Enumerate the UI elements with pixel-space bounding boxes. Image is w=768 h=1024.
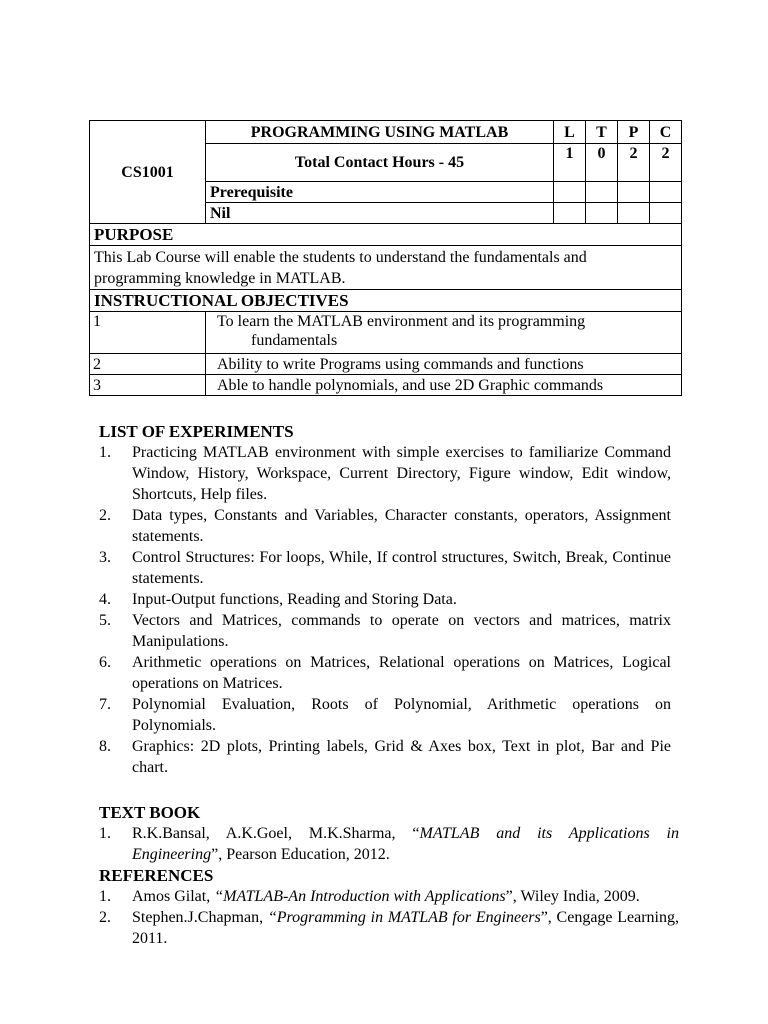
- list-item: [99, 505, 671, 547]
- experiments-section: [99, 421, 671, 778]
- item-number: 1.: [99, 444, 111, 461]
- contact-hours: Total Contact Hours - 45: [206, 144, 554, 182]
- item-number: 2.: [99, 507, 111, 524]
- course-code: CS1001: [90, 121, 206, 224]
- item-number: 3.: [99, 549, 111, 566]
- item-number: 1.: [99, 825, 111, 842]
- ltpc-header-p: P: [618, 121, 650, 144]
- citation-title: “Programming in MATLAB for Engineers: [267, 909, 541, 926]
- citation-title: MATLAB and its Applications in Engineering: [132, 825, 679, 863]
- references-heading: REFERENCES: [99, 866, 214, 885]
- objective-item: [206, 312, 682, 354]
- item-number: 2.: [99, 909, 111, 926]
- item-text: Input-Output functions, Reading and Storing Data.: [132, 591, 457, 608]
- ltpc-value-c: 2: [650, 144, 682, 182]
- ltpc-header-l: L: [554, 121, 586, 144]
- textbook-section: [99, 802, 679, 949]
- objective-number: 3: [90, 375, 206, 396]
- item-number: 7.: [99, 696, 111, 713]
- list-item: [99, 547, 671, 589]
- objective-text: Able to handle polynomials, and use 2D Graphic commands: [206, 375, 682, 396]
- purpose-heading: PURPOSE: [90, 224, 682, 246]
- citation-title: “MATLAB-An Introduction with Applications: [214, 888, 506, 905]
- item-text: Polynomial Evaluation, Roots of Polynomial, Arithmetic operations on Polynomials.: [132, 696, 671, 734]
- objective-text: Ability to write Programs using commands and functions: [206, 354, 682, 375]
- item-number: 1.: [99, 888, 111, 905]
- item-number: 5.: [99, 612, 111, 629]
- objective-number: 2: [90, 354, 206, 375]
- list-item: [99, 694, 671, 736]
- list-item: [99, 886, 679, 907]
- prerequisite-label: Prerequisite: [206, 182, 554, 203]
- ltpc-value-p: 2: [618, 144, 650, 182]
- course-header-table: [89, 120, 682, 396]
- item-text: Graphics: 2D plots, Printing labels, Grid & Axes box, Text in plot, Bar and Pie chart.: [132, 738, 671, 776]
- citation-authors: Amos Gilat,: [132, 888, 215, 905]
- objective-text-continued: fundamentals: [251, 332, 338, 349]
- item-text: Practicing MATLAB environment with simple exercises to familiarize Command Window, History, Workspace, Current Directory, Figure window, Edit window, Shortcuts, Help files.: [132, 444, 671, 503]
- item-number: 6.: [99, 654, 111, 671]
- item-text: Vectors and Matrices, commands to operate on vectors and matrices, matrix Manipulations.: [132, 612, 671, 650]
- objective-text: To learn the MATLAB environment and its programming: [217, 313, 586, 330]
- item-number: 8.: [99, 738, 111, 755]
- ltpc-value-t: 0: [586, 144, 618, 182]
- list-item: [99, 652, 671, 694]
- ltpc-header-t: T: [586, 121, 618, 144]
- citation-authors: R.K.Bansal, A.K.Goel, M.K.Sharma, “: [132, 825, 420, 842]
- list-item: [99, 907, 679, 949]
- citation-publisher: ”, Wiley India, 2009.: [505, 888, 640, 905]
- item-text: Arithmetic operations on Matrices, Relational operations on Matrices, Logical operations on Matrices.: [132, 654, 671, 692]
- textbook-heading: TEXT BOOK: [99, 803, 201, 822]
- prerequisite-value: Nil: [206, 203, 554, 224]
- list-item: [99, 442, 671, 505]
- experiments-heading: LIST OF EXPERIMENTS: [99, 422, 294, 441]
- purpose-text: This Lab Course will enable the students to understand the fundamentals and programming knowledge in MATLAB.: [90, 246, 682, 290]
- ltpc-value-l: 1: [554, 144, 586, 182]
- objectives-heading: INSTRUCTIONAL OBJECTIVES: [90, 290, 682, 312]
- item-text: Data types, Constants and Variables, Character constants, operators, Assignment statements.: [132, 507, 671, 545]
- item-text: Control Structures: For loops, While, If control structures, Switch, Break, Continue statements.: [132, 549, 671, 587]
- course-title: PROGRAMMING USING MATLAB: [206, 121, 554, 144]
- ltpc-header-c: C: [650, 121, 682, 144]
- list-item: [99, 610, 671, 652]
- citation-authors: Stephen.J.Chapman,: [132, 909, 268, 926]
- objective-number: 1: [90, 312, 206, 354]
- item-number: 4.: [99, 591, 111, 608]
- list-item: [99, 823, 679, 865]
- citation-publisher: ”, Pearson Education, 2012.: [211, 846, 390, 863]
- list-item: [99, 736, 671, 778]
- list-item: [99, 589, 671, 610]
- citation-publisher: ”, Cengage Learning, 2011.: [132, 909, 679, 947]
